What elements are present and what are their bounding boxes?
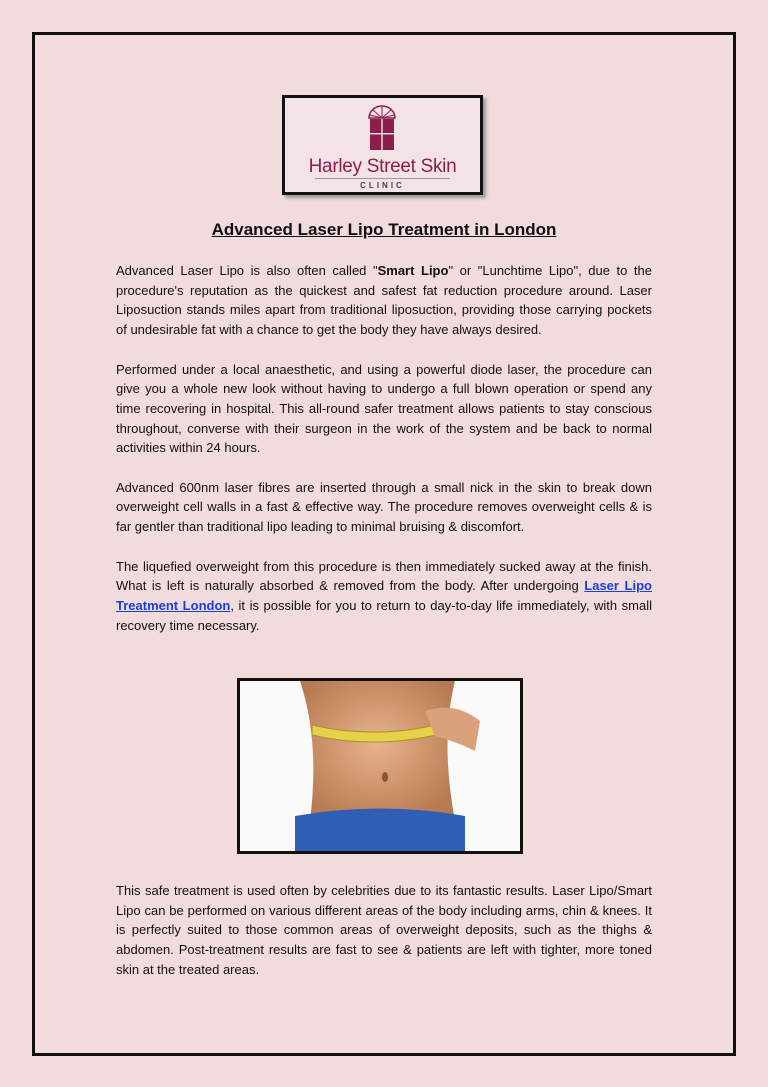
photo-illustration bbox=[240, 681, 520, 851]
logo-subtitle: CLINIC bbox=[360, 181, 405, 190]
window-logo-icon bbox=[367, 104, 397, 152]
logo-divider bbox=[315, 178, 450, 179]
clinic-logo bbox=[282, 95, 483, 195]
text: The liquefied overweight from this procedure is then immediately sucked away at the finish. What is left is naturally absorbed & removed from the body. After undergoing bbox=[116, 558, 652, 594]
paragraph-5: This safe treatment is used often by celebrities due to its fantastic results. Laser Lipo/Smart Lipo can be performed on various different areas of the body including arms, chin & knees. It is perfectly suited to those common areas of overweight deposits, such as the thighs & abdomen. Post-treatment results are fast to see & patients are left with tighter, more toned skin at the treated areas. bbox=[116, 883, 652, 977]
paragraph-2: Performed under a local anaesthetic, and using a powerful diode laser, the procedure can give you a whole new look without having to undergo a full blown operation or spend any time recovering in hospital. This all-round safer treatment allows patients to stay conscious throughout, converse with their surgeon in the work of the system and be back to normal activities within 24 hours. bbox=[116, 361, 652, 456]
laser-lipo-link[interactable]: Laser Lipo Treatment London bbox=[116, 578, 652, 613]
paragraph-4 bbox=[116, 557, 652, 636]
text: " or "Lunchtime Lipo", due to the procedure's reputation as the quickest and safest fat reduction procedure around. Laser Liposuction stands miles apart from traditional liposuction, providing those carrying pockets of undesirable fat with a chance to get the body they have always desired. bbox=[116, 263, 652, 338]
body-text-bottom bbox=[116, 881, 652, 999]
text: Advanced Laser Lipo is also often called " bbox=[116, 263, 378, 278]
paragraph-1 bbox=[116, 261, 652, 340]
bold-text: Smart Lipo bbox=[377, 263, 449, 278]
page-title: Advanced Laser Lipo Treatment in London bbox=[211, 220, 557, 239]
logo-name: Harley Street Skin bbox=[308, 156, 457, 177]
body-text-top bbox=[116, 261, 652, 655]
waist-measurement-photo bbox=[237, 678, 523, 854]
text: , it is possible for you to return to day-to-day life immediately, with small recovery time necessary. bbox=[116, 597, 653, 633]
paragraph-3: Advanced 600nm laser fibres are inserted through a small nick in the skin to break down overweight cell walls in a fast & effective way. The procedure removes overweight cells & is far gentler than traditional lipo leading to minimal bruising & discomfort. bbox=[116, 479, 652, 535]
